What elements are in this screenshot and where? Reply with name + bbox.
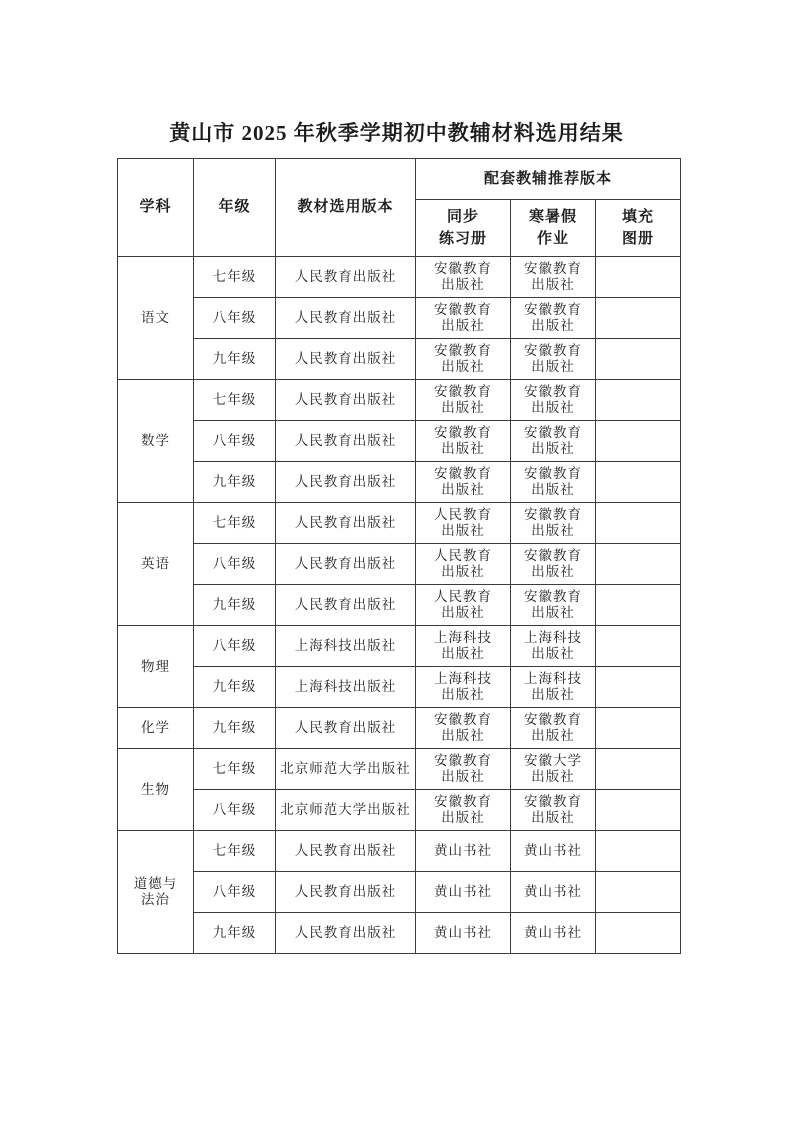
cell-atlas — [596, 585, 681, 626]
table-row — [118, 257, 681, 298]
cell-textbook: 人民教育出版社 — [276, 585, 416, 626]
cell-atlas — [596, 872, 681, 913]
cell-sync: 安徽教育 出版社 — [416, 298, 511, 339]
cell-holiday: 安徽教育 出版社 — [511, 585, 596, 626]
cell-grade: 七年级 — [194, 749, 276, 790]
cell-sync: 安徽教育 出版社 — [416, 790, 511, 831]
cell-atlas — [596, 790, 681, 831]
cell-textbook: 上海科技出版社 — [276, 667, 416, 708]
table-row — [118, 872, 681, 913]
cell-atlas — [596, 421, 681, 462]
cell-subject-chemistry: 化学 — [118, 708, 194, 749]
cell-textbook: 人民教育出版社 — [276, 913, 416, 954]
cell-sync: 安徽教育 出版社 — [416, 380, 511, 421]
cell-holiday: 安徽教育 出版社 — [511, 462, 596, 503]
cell-atlas — [596, 667, 681, 708]
header-grade: 年级 — [194, 159, 276, 257]
cell-holiday: 安徽大学 出版社 — [511, 749, 596, 790]
cell-grade: 八年级 — [194, 790, 276, 831]
table-row — [118, 421, 681, 462]
header-holiday-homework: 寒暑假 作业 — [511, 200, 596, 257]
table-row — [118, 749, 681, 790]
cell-atlas — [596, 503, 681, 544]
header-aux-group: 配套教辅推荐版本 — [416, 159, 681, 200]
table-row — [118, 913, 681, 954]
cell-sync: 黄山书社 — [416, 872, 511, 913]
cell-textbook: 人民教育出版社 — [276, 380, 416, 421]
cell-grade: 九年级 — [194, 667, 276, 708]
header-subject: 学科 — [118, 159, 194, 257]
cell-grade: 七年级 — [194, 831, 276, 872]
cell-atlas — [596, 380, 681, 421]
cell-sync: 安徽教育 出版社 — [416, 421, 511, 462]
cell-atlas — [596, 339, 681, 380]
cell-textbook: 人民教育出版社 — [276, 339, 416, 380]
selection-results-table — [117, 158, 681, 954]
table-row — [118, 339, 681, 380]
cell-textbook: 人民教育出版社 — [276, 257, 416, 298]
cell-sync: 上海科技 出版社 — [416, 626, 511, 667]
cell-holiday: 安徽教育 出版社 — [511, 790, 596, 831]
cell-textbook: 上海科技出版社 — [276, 626, 416, 667]
table-row — [118, 626, 681, 667]
cell-atlas — [596, 831, 681, 872]
cell-textbook: 北京师范大学出版社 — [276, 790, 416, 831]
cell-grade: 七年级 — [194, 257, 276, 298]
cell-sync: 人民教育 出版社 — [416, 544, 511, 585]
cell-grade: 八年级 — [194, 626, 276, 667]
cell-subject-morality-law: 道德与 法治 — [118, 831, 194, 954]
cell-holiday: 黄山书社 — [511, 913, 596, 954]
page-title: 黄山市 2025 年秋季学期初中教辅材料选用结果 — [169, 121, 624, 145]
cell-sync: 黄山书社 — [416, 831, 511, 872]
cell-atlas — [596, 708, 681, 749]
cell-textbook: 人民教育出版社 — [276, 872, 416, 913]
cell-textbook: 人民教育出版社 — [276, 462, 416, 503]
cell-textbook: 人民教育出版社 — [276, 298, 416, 339]
cell-holiday: 安徽教育 出版社 — [511, 544, 596, 585]
cell-atlas — [596, 626, 681, 667]
table-row — [118, 831, 681, 872]
cell-textbook: 北京师范大学出版社 — [276, 749, 416, 790]
cell-atlas — [596, 544, 681, 585]
cell-subject-biology: 生物 — [118, 749, 194, 831]
cell-holiday: 安徽教育 出版社 — [511, 380, 596, 421]
cell-holiday: 安徽教育 出版社 — [511, 421, 596, 462]
cell-holiday: 上海科技 出版社 — [511, 667, 596, 708]
cell-subject-math: 数学 — [118, 380, 194, 503]
cell-sync: 安徽教育 出版社 — [416, 339, 511, 380]
cell-sync: 人民教育 出版社 — [416, 585, 511, 626]
cell-grade: 九年级 — [194, 913, 276, 954]
cell-holiday: 安徽教育 出版社 — [511, 257, 596, 298]
cell-atlas — [596, 913, 681, 954]
cell-grade: 八年级 — [194, 872, 276, 913]
cell-textbook: 人民教育出版社 — [276, 421, 416, 462]
cell-textbook: 人民教育出版社 — [276, 544, 416, 585]
cell-sync: 安徽教育 出版社 — [416, 749, 511, 790]
cell-grade: 九年级 — [194, 339, 276, 380]
cell-sync: 人民教育 出版社 — [416, 503, 511, 544]
cell-sync: 黄山书社 — [416, 913, 511, 954]
cell-grade: 八年级 — [194, 298, 276, 339]
header-sync-workbook: 同步 练习册 — [416, 200, 511, 257]
cell-subject-chinese: 语文 — [118, 257, 194, 380]
cell-grade: 九年级 — [194, 708, 276, 749]
cell-atlas — [596, 462, 681, 503]
cell-grade: 七年级 — [194, 503, 276, 544]
cell-subject-english: 英语 — [118, 503, 194, 626]
cell-grade: 九年级 — [194, 462, 276, 503]
cell-sync: 安徽教育 出版社 — [416, 708, 511, 749]
table-row — [118, 503, 681, 544]
header-row-1 — [118, 159, 681, 200]
cell-textbook: 人民教育出版社 — [276, 503, 416, 544]
cell-holiday: 安徽教育 出版社 — [511, 503, 596, 544]
table-row — [118, 462, 681, 503]
cell-sync: 安徽教育 出版社 — [416, 257, 511, 298]
header-fill-atlas: 填充 图册 — [596, 200, 681, 257]
cell-sync: 安徽教育 出版社 — [416, 462, 511, 503]
cell-textbook: 人民教育出版社 — [276, 708, 416, 749]
cell-grade: 八年级 — [194, 544, 276, 585]
cell-subject-physics: 物理 — [118, 626, 194, 708]
cell-textbook: 人民教育出版社 — [276, 831, 416, 872]
table-row — [118, 708, 681, 749]
cell-grade: 九年级 — [194, 585, 276, 626]
cell-holiday: 安徽教育 出版社 — [511, 708, 596, 749]
cell-holiday: 安徽教育 出版社 — [511, 298, 596, 339]
cell-grade: 七年级 — [194, 380, 276, 421]
cell-holiday: 黄山书社 — [511, 831, 596, 872]
cell-atlas — [596, 749, 681, 790]
table-row — [118, 544, 681, 585]
cell-sync: 上海科技 出版社 — [416, 667, 511, 708]
cell-atlas — [596, 257, 681, 298]
header-textbook: 教材选用版本 — [276, 159, 416, 257]
cell-atlas — [596, 298, 681, 339]
table-row — [118, 380, 681, 421]
table-row — [118, 790, 681, 831]
cell-grade: 八年级 — [194, 421, 276, 462]
cell-holiday: 黄山书社 — [511, 872, 596, 913]
table-row — [118, 298, 681, 339]
table-row — [118, 667, 681, 708]
cell-holiday: 上海科技 出版社 — [511, 626, 596, 667]
table-row — [118, 585, 681, 626]
cell-holiday: 安徽教育 出版社 — [511, 339, 596, 380]
